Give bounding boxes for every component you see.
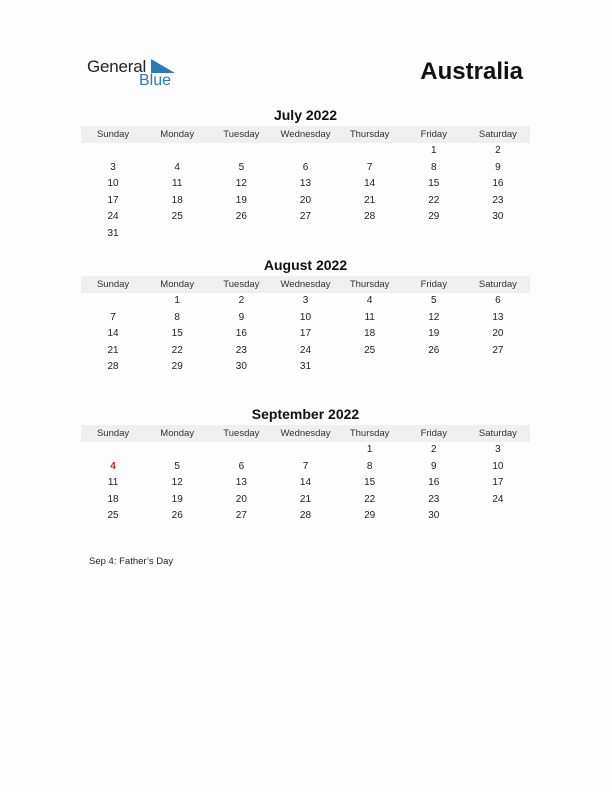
holiday-note: Sep 4: Father’s Day [89, 556, 174, 567]
empty-day-cell [273, 226, 337, 243]
empty-day-cell [81, 143, 145, 160]
day-cell: 23 [428, 493, 440, 505]
day-cell: 16 [492, 178, 504, 190]
weekday-label: Friday [420, 279, 447, 290]
day-cell: 29 [364, 510, 376, 522]
week-row [81, 326, 530, 343]
week-row [81, 343, 530, 360]
day-cell: 8 [174, 311, 180, 323]
weekday-label: Sunday [96, 129, 130, 140]
day-cell: 17 [299, 328, 312, 340]
empty-day-cell [338, 143, 402, 160]
week-row [81, 492, 530, 509]
day-cell: 18 [107, 493, 119, 505]
weekday-label: Friday [420, 428, 447, 439]
empty-day-cell [81, 442, 145, 459]
day-cell: 24 [492, 493, 504, 505]
day-cell: 4 [174, 161, 180, 173]
day-cell: 13 [235, 477, 247, 489]
week-row [81, 475, 530, 492]
day-cell: 3 [495, 444, 501, 455]
month-title: August 2022 [263, 257, 348, 273]
day-cell: 25 [171, 211, 183, 223]
day-cell: 2 [238, 295, 245, 306]
day-cell: 6 [495, 295, 501, 306]
week-row [81, 442, 530, 459]
day-cell: 5 [430, 295, 437, 306]
day-cell: 19 [428, 328, 440, 340]
day-cell: 19 [171, 493, 183, 505]
day-cell: 16 [428, 477, 440, 489]
weekday-label: Sunday [96, 428, 130, 439]
day-cell: 29 [428, 211, 440, 223]
day-cell: 27 [235, 510, 247, 522]
day-cell: 22 [364, 493, 376, 505]
day-cell: 14 [299, 477, 312, 489]
empty-day-cell [209, 226, 273, 243]
weekday-label: Saturday [478, 129, 517, 140]
day-cell: 14 [364, 178, 376, 190]
day-cell: 17 [107, 194, 119, 206]
day-cell: 23 [492, 194, 504, 206]
week-row [81, 193, 530, 210]
day-cell: 18 [171, 194, 183, 206]
empty-day-cell [466, 359, 530, 376]
day-cell: 8 [430, 161, 437, 173]
empty-day-cell [338, 359, 402, 376]
day-cell: 20 [299, 194, 312, 206]
day-cell: 11 [364, 311, 375, 323]
weekday-header [81, 425, 530, 442]
empty-day-cell [466, 508, 530, 525]
day-cell: 17 [492, 477, 504, 489]
weekday-label: Wednesday [280, 428, 331, 439]
weekday-header [81, 126, 530, 143]
day-cell: 2 [430, 444, 437, 455]
day-cell: 26 [428, 344, 440, 356]
day-cell: 1 [174, 295, 180, 306]
weekday-label: Wednesday [280, 129, 331, 140]
day-cell: 4 [110, 460, 116, 472]
day-cell: 26 [171, 510, 183, 522]
country-title: Australia [420, 58, 523, 85]
month-calendar [81, 405, 530, 525]
day-cell: 30 [235, 361, 247, 373]
week-row [81, 459, 530, 476]
empty-day-cell [145, 442, 209, 459]
day-cell: 27 [492, 344, 504, 356]
week-row [81, 160, 530, 177]
empty-day-cell [145, 226, 209, 243]
empty-day-cell [402, 359, 466, 376]
empty-day-cell [145, 143, 209, 160]
week-row [81, 508, 530, 525]
day-cell: 7 [110, 311, 116, 323]
week-row [81, 359, 530, 376]
day-cell: 15 [364, 477, 376, 489]
day-cell: 6 [238, 460, 245, 472]
month-title: July 2022 [273, 107, 338, 123]
day-cell: 25 [107, 510, 119, 522]
weekday-label: Friday [420, 129, 447, 140]
day-cell: 12 [171, 477, 183, 489]
empty-day-cell [273, 442, 337, 459]
day-cell: 1 [366, 444, 373, 455]
day-cell: 16 [235, 328, 247, 340]
day-cell: 9 [430, 460, 437, 472]
weekday-label: Monday [160, 428, 195, 439]
empty-day-cell [466, 226, 530, 243]
month-calendar [81, 256, 530, 376]
day-cell: 13 [299, 178, 312, 190]
day-cell: 10 [299, 311, 312, 323]
day-cell: 30 [492, 211, 504, 223]
weekday-label: Thursday [349, 279, 390, 290]
day-cell: 5 [238, 161, 245, 173]
weekday-label: Tuesday [223, 129, 260, 140]
holiday-notes [89, 556, 173, 567]
day-cell: 24 [299, 344, 312, 356]
day-cell: 27 [299, 211, 312, 223]
day-cell: 4 [366, 295, 373, 306]
week-row [81, 176, 530, 193]
day-cell: 21 [299, 493, 312, 505]
day-cell: 12 [235, 178, 247, 190]
day-cell: 10 [492, 460, 504, 472]
brand-name-blue: Blue [139, 72, 172, 89]
day-cell: 21 [364, 194, 376, 206]
day-cell: 18 [364, 328, 376, 340]
empty-day-cell [209, 143, 273, 160]
day-cell: 15 [171, 328, 183, 340]
week-row [81, 293, 530, 310]
empty-day-cell [273, 143, 337, 160]
weekday-label: Tuesday [223, 279, 260, 290]
day-cell: 23 [235, 344, 247, 356]
day-cell: 10 [107, 178, 119, 190]
day-cell: 21 [107, 344, 119, 356]
day-cell: 9 [495, 161, 501, 173]
week-row [81, 143, 530, 160]
week-row [81, 310, 530, 327]
weekday-label: Tuesday [223, 428, 260, 439]
empty-day-cell [81, 293, 145, 310]
day-cell: 28 [107, 361, 119, 373]
weekday-label: Saturday [478, 428, 517, 439]
empty-day-cell [402, 226, 466, 243]
day-cell: 31 [299, 361, 312, 373]
empty-day-cell [209, 442, 273, 459]
week-row [81, 209, 530, 226]
day-cell: 22 [428, 194, 440, 206]
logo-triangle-icon [151, 59, 175, 73]
day-cell: 2 [495, 145, 501, 156]
week-row [81, 226, 530, 243]
day-cell: 14 [107, 328, 119, 340]
day-cell: 20 [235, 493, 247, 505]
day-cell: 24 [107, 211, 119, 223]
day-cell: 29 [171, 361, 183, 373]
day-cell: 15 [428, 178, 440, 190]
weekday-label: Thursday [349, 129, 390, 140]
brand-logo [87, 57, 187, 91]
day-cell: 22 [171, 344, 183, 356]
weekday-label: Saturday [478, 279, 517, 290]
day-cell: 6 [302, 161, 309, 173]
brand-name-general: General [87, 57, 147, 76]
weekday-header [81, 276, 530, 293]
weekday-label: Monday [160, 279, 195, 290]
day-cell: 8 [366, 460, 373, 472]
day-cell: 9 [238, 311, 245, 323]
day-cell: 30 [428, 510, 440, 522]
day-cell: 11 [172, 178, 183, 190]
day-cell: 1 [430, 145, 437, 156]
day-cell: 26 [235, 211, 247, 223]
day-cell: 19 [235, 194, 247, 206]
day-cell: 28 [299, 510, 312, 522]
day-cell: 3 [110, 161, 116, 173]
day-cell: 31 [107, 227, 119, 239]
day-cell: 3 [302, 295, 309, 306]
weekday-label: Sunday [96, 279, 130, 290]
month-calendar [81, 106, 530, 243]
day-cell: 28 [364, 211, 376, 223]
day-cell: 7 [302, 460, 309, 472]
day-cell: 13 [492, 311, 504, 323]
weekday-label: Wednesday [280, 279, 331, 290]
day-cell: 20 [492, 328, 504, 340]
day-cell: 25 [364, 344, 376, 356]
weekday-label: Monday [160, 129, 195, 140]
month-title: September 2022 [251, 406, 360, 422]
empty-day-cell [338, 226, 402, 243]
weekday-label: Thursday [349, 428, 390, 439]
day-cell: 11 [107, 477, 119, 489]
day-cell: 7 [366, 161, 373, 173]
day-cell: 5 [174, 460, 180, 472]
day-cell: 12 [428, 311, 440, 323]
